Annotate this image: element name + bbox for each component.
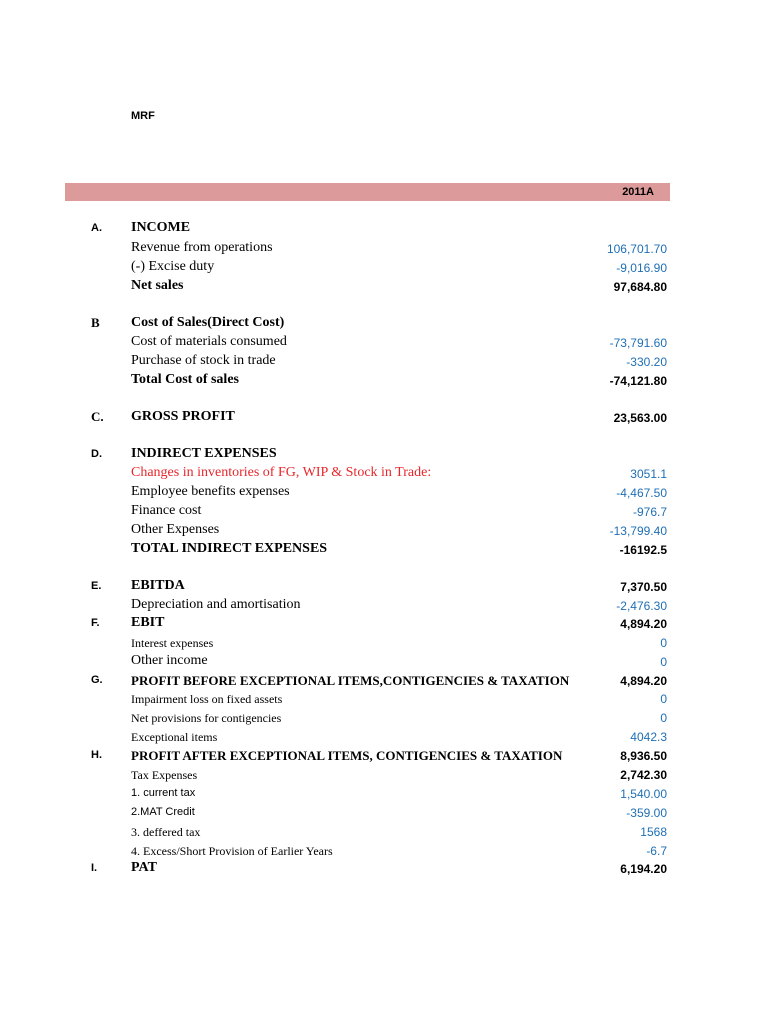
table-row <box>0 577 768 595</box>
row-value: 0 <box>660 692 667 706</box>
section-letter: E. <box>91 580 102 592</box>
row-label: Net provisions for contigencies <box>131 711 282 725</box>
row-label: 4. Excess/Short Provision of Earlier Years <box>131 844 333 858</box>
row-label: Exceptional items <box>131 730 218 744</box>
row-value: -9,016.90 <box>616 261 667 275</box>
row-value: -976.7 <box>632 505 667 519</box>
row-label: EBIT <box>131 615 165 630</box>
row-label: (-) Excise duty <box>131 259 215 274</box>
row-label: Employee benefits expenses <box>131 484 290 499</box>
row-value: -330.20 <box>626 355 667 369</box>
table-row <box>0 502 768 520</box>
row-label: GROSS PROFIT <box>131 409 235 424</box>
row-value: 7,370.50 <box>620 580 667 594</box>
row-value: 4,894.20 <box>620 674 667 688</box>
section-letter: I. <box>91 862 98 874</box>
row-label: PROFIT BEFORE EXCEPTIONAL ITEMS,CONTIGENCIES & TAXATION <box>131 673 570 688</box>
row-label: Interest expenses <box>131 636 214 650</box>
row-value: 106,701.70 <box>606 242 667 256</box>
row-value: 0 <box>660 711 667 725</box>
table-row <box>0 727 768 745</box>
section-letter: H. <box>91 749 102 761</box>
row-value: 8,936.50 <box>620 749 667 763</box>
table-row <box>0 841 768 859</box>
table-row <box>0 408 768 426</box>
row-value: 3051.1 <box>630 467 667 481</box>
row-value: -4,467.50 <box>616 486 667 500</box>
section-letter: F. <box>91 617 100 629</box>
table-row <box>0 239 768 257</box>
section-letter: B <box>91 315 100 330</box>
row-label: Changes in inventories of FG, WIP & Stock in Trade: <box>131 465 432 480</box>
row-label: EBITDA <box>131 578 185 593</box>
row-label: PAT <box>131 860 157 875</box>
table-row <box>0 371 768 389</box>
table-row <box>0 352 768 370</box>
row-value: -74,121.80 <box>609 374 667 388</box>
table-row <box>0 219 768 237</box>
table-row <box>0 277 768 295</box>
row-value: 97,684.80 <box>613 280 667 294</box>
section-letter: G. <box>91 674 103 686</box>
table-row <box>0 708 768 726</box>
row-label: 1. current tax <box>131 787 196 799</box>
table-row <box>0 314 768 332</box>
row-value: 23,563.00 <box>613 411 667 425</box>
row-label: TOTAL INDIRECT EXPENSES <box>131 541 328 556</box>
row-label: Finance cost <box>131 503 202 518</box>
table-row <box>0 652 768 670</box>
table-row <box>0 614 768 632</box>
table-row <box>0 803 768 821</box>
row-label: Purchase of stock in trade <box>131 353 276 368</box>
table-row <box>0 333 768 351</box>
row-value: 4042.3 <box>630 730 667 744</box>
row-label: Other income <box>131 653 208 668</box>
table-row <box>0 596 768 614</box>
company-name: MRF <box>131 110 155 122</box>
row-value: 6,194.20 <box>620 862 667 876</box>
row-value: 0 <box>660 636 667 650</box>
table-row <box>0 258 768 276</box>
section-letter: C. <box>91 409 104 424</box>
row-label: 3. deffered tax <box>131 825 201 839</box>
table-row <box>0 689 768 707</box>
table-row <box>0 633 768 651</box>
row-value: 0 <box>660 655 667 669</box>
row-label: PROFIT AFTER EXCEPTIONAL ITEMS, CONTIGENCIES & TAXATION <box>131 748 563 763</box>
row-value: -6.7 <box>646 844 667 858</box>
table-row <box>0 464 768 482</box>
row-label: INDIRECT EXPENSES <box>131 446 277 461</box>
row-value: -73,791.60 <box>609 336 667 350</box>
row-label: Net sales <box>131 278 184 293</box>
row-label: Cost of materials consumed <box>131 334 287 349</box>
table-row <box>0 822 768 840</box>
row-label: Tax Expenses <box>131 768 198 782</box>
row-value: 2,742.30 <box>620 768 667 782</box>
row-label: Cost of Sales(Direct Cost) <box>131 315 285 330</box>
table-row <box>0 445 768 463</box>
section-letter: D. <box>91 448 102 460</box>
row-value: 1,540.00 <box>620 787 667 801</box>
row-label: INCOME <box>131 220 191 235</box>
table-row <box>0 765 768 783</box>
row-value: 1568 <box>640 825 667 839</box>
section-letter: A. <box>91 222 102 234</box>
row-value: -16192.5 <box>619 543 667 557</box>
row-label: Revenue from operations <box>131 240 273 255</box>
table-row <box>0 784 768 802</box>
table-row <box>0 746 768 764</box>
row-label: Other Expenses <box>131 522 220 537</box>
row-value: -13,799.40 <box>609 524 667 538</box>
row-value: -359.00 <box>626 806 667 820</box>
table-row <box>0 483 768 501</box>
table-row <box>0 540 768 558</box>
row-value: 4,894.20 <box>620 617 667 631</box>
table-row <box>0 671 768 689</box>
header-bar <box>65 183 670 201</box>
row-label: Depreciation and amortisation <box>131 597 301 612</box>
row-label: Impairment loss on fixed assets <box>131 692 283 706</box>
table-row <box>0 859 768 877</box>
row-label: Total Cost of sales <box>131 372 239 387</box>
year-header: 2011A <box>622 186 654 198</box>
row-label: 2.MAT Credit <box>131 806 195 818</box>
row-value: -2,476.30 <box>616 599 667 613</box>
table-row <box>0 521 768 539</box>
